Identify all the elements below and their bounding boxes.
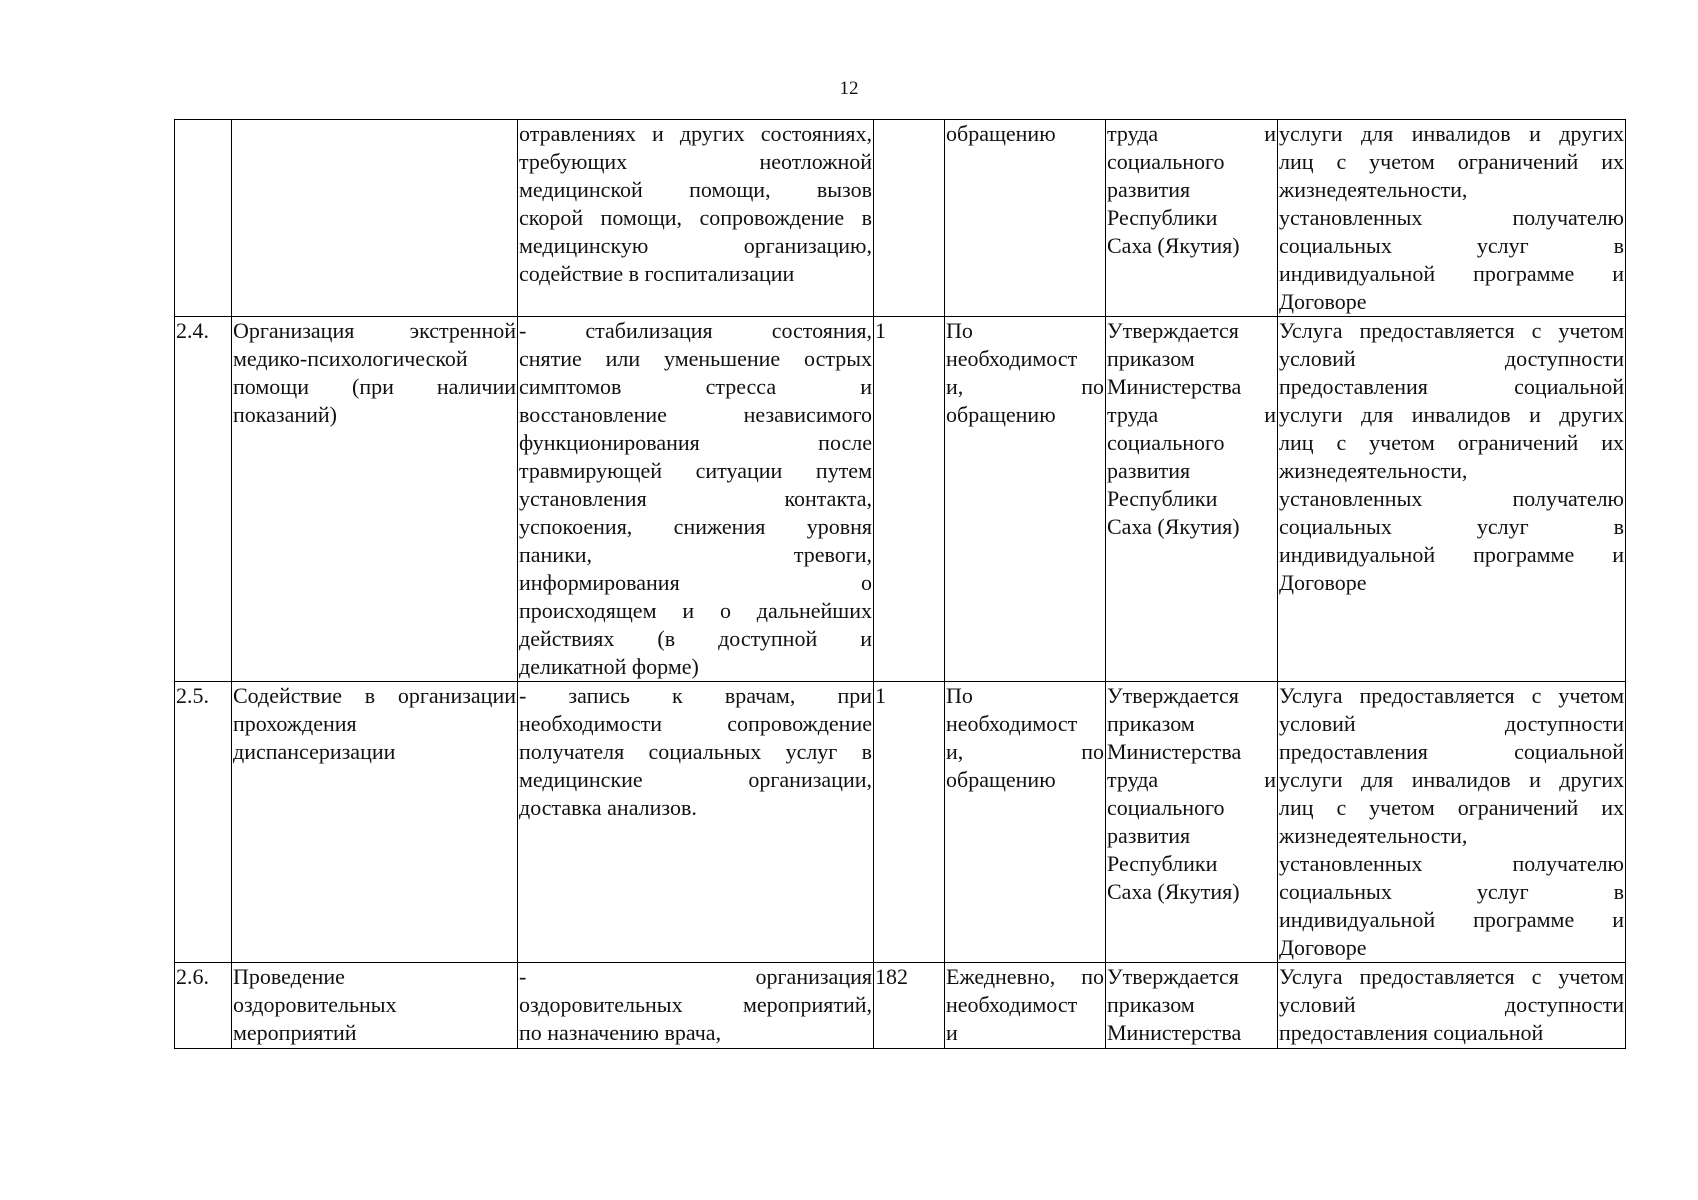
service-name-cell xyxy=(232,963,518,1049)
cell-line: скорой помощи, сопровождение в xyxy=(519,205,872,230)
cell-line: Саха (Якутия) xyxy=(1107,514,1240,539)
cell-line: снятие или уменьшение острых xyxy=(519,346,872,371)
cell-line: деликатной форме) xyxy=(519,654,699,679)
cell-line: приказом xyxy=(1107,992,1195,1017)
cell-line: лиц с учетом ограничений их xyxy=(1279,149,1624,174)
cell-line: отравлениях и других состояниях, xyxy=(519,121,872,146)
cell-line: индивидуальной программе и xyxy=(1279,261,1624,286)
cost-cell xyxy=(1106,120,1278,317)
frequency-cell xyxy=(945,682,1106,963)
cell-line: Услуга предоставляется с учетом xyxy=(1279,318,1624,343)
cell-line: - стабилизация состояния, xyxy=(519,318,872,343)
cell-line: социального xyxy=(1107,795,1225,820)
cell-line: - организация xyxy=(519,964,872,989)
cell-line: и, по xyxy=(946,374,1104,399)
cell-line: Республики xyxy=(1107,851,1218,876)
cell-line: индивидуальной программе и xyxy=(1279,907,1624,932)
row-number-cell: 2.4. xyxy=(175,317,232,682)
cell-line: социального xyxy=(1107,430,1225,455)
row-number-cell xyxy=(175,120,232,317)
cell-line: информирования о xyxy=(519,570,872,595)
cell-line: условий доступности xyxy=(1279,711,1624,736)
row-number-cell: 2.6. xyxy=(175,963,232,1049)
cost-cell xyxy=(1106,963,1278,1049)
frequency-cell xyxy=(945,317,1106,682)
cell-line: медицинской помощи, вызов xyxy=(519,177,872,202)
cell-line: действиях (в доступной и xyxy=(519,626,872,651)
table-row xyxy=(175,317,1626,682)
cell-line: услуги для инвалидов и других xyxy=(1279,402,1624,427)
cell-line: необходимост xyxy=(946,992,1078,1017)
cell-line: труда и xyxy=(1107,767,1276,792)
cell-line: Республики xyxy=(1107,205,1218,230)
cell-line: требующих неотложной xyxy=(519,149,872,174)
cost-cell xyxy=(1106,682,1278,963)
cell-line: Организация экстренной xyxy=(233,318,516,343)
cell-line: Министерства xyxy=(1107,1020,1242,1045)
service-name-cell xyxy=(232,682,518,963)
cell-line: Республики xyxy=(1107,486,1218,511)
cell-line: показаний) xyxy=(233,402,337,427)
service-name-cell xyxy=(232,120,518,317)
cell-line: социальных услуг в xyxy=(1279,514,1624,539)
cell-line: паники, тревоги, xyxy=(519,542,872,567)
cell-line: Министерства xyxy=(1107,739,1242,764)
cell-line: установленных получателю xyxy=(1279,205,1624,230)
cell-line: Утверждается xyxy=(1107,964,1239,989)
cell-line: приказом xyxy=(1107,346,1195,371)
cell-line: Договоре xyxy=(1279,935,1367,960)
cell-line: - запись к врачам, при xyxy=(519,683,872,708)
services-table xyxy=(174,119,1626,1049)
cell-line: прохождения xyxy=(233,711,357,736)
table-row xyxy=(175,120,1626,317)
cell-line: медицинскую организацию, xyxy=(519,233,872,258)
cell-line: труда и xyxy=(1107,121,1276,146)
cell-line: обращению xyxy=(946,767,1056,792)
row-number-cell: 2.5. xyxy=(175,682,232,963)
cell-line: предоставления социальной xyxy=(1279,374,1624,399)
cell-line: и, по xyxy=(946,739,1104,764)
cell-line: оздоровительных мероприятий, xyxy=(519,992,872,1017)
cell-line: Услуга предоставляется с учетом xyxy=(1279,964,1624,989)
cell-line: восстановление независимого xyxy=(519,402,872,427)
volume-cell: 1 xyxy=(874,682,945,963)
cell-line: услуги для инвалидов и других xyxy=(1279,767,1624,792)
cell-line: предоставления социальной xyxy=(1279,1020,1544,1045)
cell-line: жизнедеятельности, xyxy=(1279,177,1468,202)
cell-line: помощи (при наличии xyxy=(233,374,516,399)
service-name-cell xyxy=(232,317,518,682)
cell-line: развития xyxy=(1107,823,1191,848)
cell-line: установленных получателю xyxy=(1279,486,1624,511)
cell-line: содействие в госпитализации xyxy=(519,261,795,286)
cell-line: мероприятий xyxy=(233,1020,357,1045)
cell-line: оздоровительных xyxy=(233,992,397,1017)
cell-line: По xyxy=(946,683,973,708)
cell-line: социальных услуг в xyxy=(1279,233,1624,258)
cell-line: получателя социальных услуг в xyxy=(519,739,872,764)
cell-line: необходимост xyxy=(946,346,1078,371)
service-content-cell xyxy=(518,963,874,1049)
cell-line: Услуга предоставляется с учетом xyxy=(1279,683,1624,708)
cell-line: доставка анализов. xyxy=(519,795,697,820)
cell-line: диспансеризации xyxy=(233,739,396,764)
frequency-cell: обращению xyxy=(945,120,1106,317)
service-content-cell xyxy=(518,682,874,963)
cell-line: обращению xyxy=(946,402,1056,427)
cell-line: труда и xyxy=(1107,402,1276,427)
conditions-cell xyxy=(1278,963,1626,1049)
service-content-cell xyxy=(518,317,874,682)
cell-line: Утверждается xyxy=(1107,318,1239,343)
cell-line: медицинские организации, xyxy=(519,767,872,792)
cell-line: развития xyxy=(1107,458,1191,483)
cell-line: Содействие в организации xyxy=(233,683,516,708)
cell-line: лиц с учетом ограничений их xyxy=(1279,795,1624,820)
cell-line: установления контакта, xyxy=(519,486,872,511)
conditions-cell xyxy=(1278,120,1626,317)
service-content-cell xyxy=(518,120,874,317)
cell-line: По xyxy=(946,318,973,343)
table-row xyxy=(175,963,1626,1049)
volume-cell: 1 xyxy=(874,317,945,682)
cell-line: развития xyxy=(1107,177,1191,202)
cell-line: жизнедеятельности, xyxy=(1279,823,1468,848)
conditions-cell xyxy=(1278,682,1626,963)
cell-line: Ежедневно, по xyxy=(946,964,1104,989)
cell-line: по назначению врача, xyxy=(519,1020,722,1045)
cell-line: функционирования после xyxy=(519,430,872,455)
cell-line: индивидуальной программе и xyxy=(1279,542,1624,567)
conditions-cell xyxy=(1278,317,1626,682)
page-number: 12 xyxy=(839,78,859,99)
cell-line: симптомов стресса и xyxy=(519,374,872,399)
cell-line: услуги для инвалидов и других xyxy=(1279,121,1624,146)
cell-line: Договоре xyxy=(1279,289,1367,314)
cell-line: предоставления социальной xyxy=(1279,739,1624,764)
cell-line: медико-психологической xyxy=(233,346,468,371)
cell-line: жизнедеятельности, xyxy=(1279,458,1468,483)
cell-line: необходимости сопровождение xyxy=(519,711,872,736)
cell-line: установленных получателю xyxy=(1279,851,1624,876)
cell-line: лиц с учетом ограничений их xyxy=(1279,430,1624,455)
cell-line: Саха (Якутия) xyxy=(1107,233,1240,258)
cell-line: и xyxy=(946,1020,958,1045)
cell-line: травмирующей ситуации путем xyxy=(519,458,872,483)
cell-line: происходящем и о дальнейших xyxy=(519,598,872,623)
cell-line: необходимост xyxy=(946,711,1078,736)
volume-cell xyxy=(874,120,945,317)
cell-line: условий доступности xyxy=(1279,346,1624,371)
cell-line: Проведение xyxy=(233,964,345,989)
cell-line: успокоения, снижения уровня xyxy=(519,514,872,539)
table-row xyxy=(175,682,1626,963)
frequency-cell xyxy=(945,963,1106,1049)
cell-line: приказом xyxy=(1107,711,1195,736)
volume-cell: 182 xyxy=(874,963,945,1049)
cell-line: социальных услуг в xyxy=(1279,879,1624,904)
cell-line: Утверждается xyxy=(1107,683,1239,708)
cell-line: условий доступности xyxy=(1279,992,1624,1017)
cell-line: Саха (Якутия) xyxy=(1107,879,1240,904)
cost-cell xyxy=(1106,317,1278,682)
cell-line: Министерства xyxy=(1107,374,1242,399)
cell-line: социального xyxy=(1107,149,1225,174)
cell-line: Договоре xyxy=(1279,570,1367,595)
